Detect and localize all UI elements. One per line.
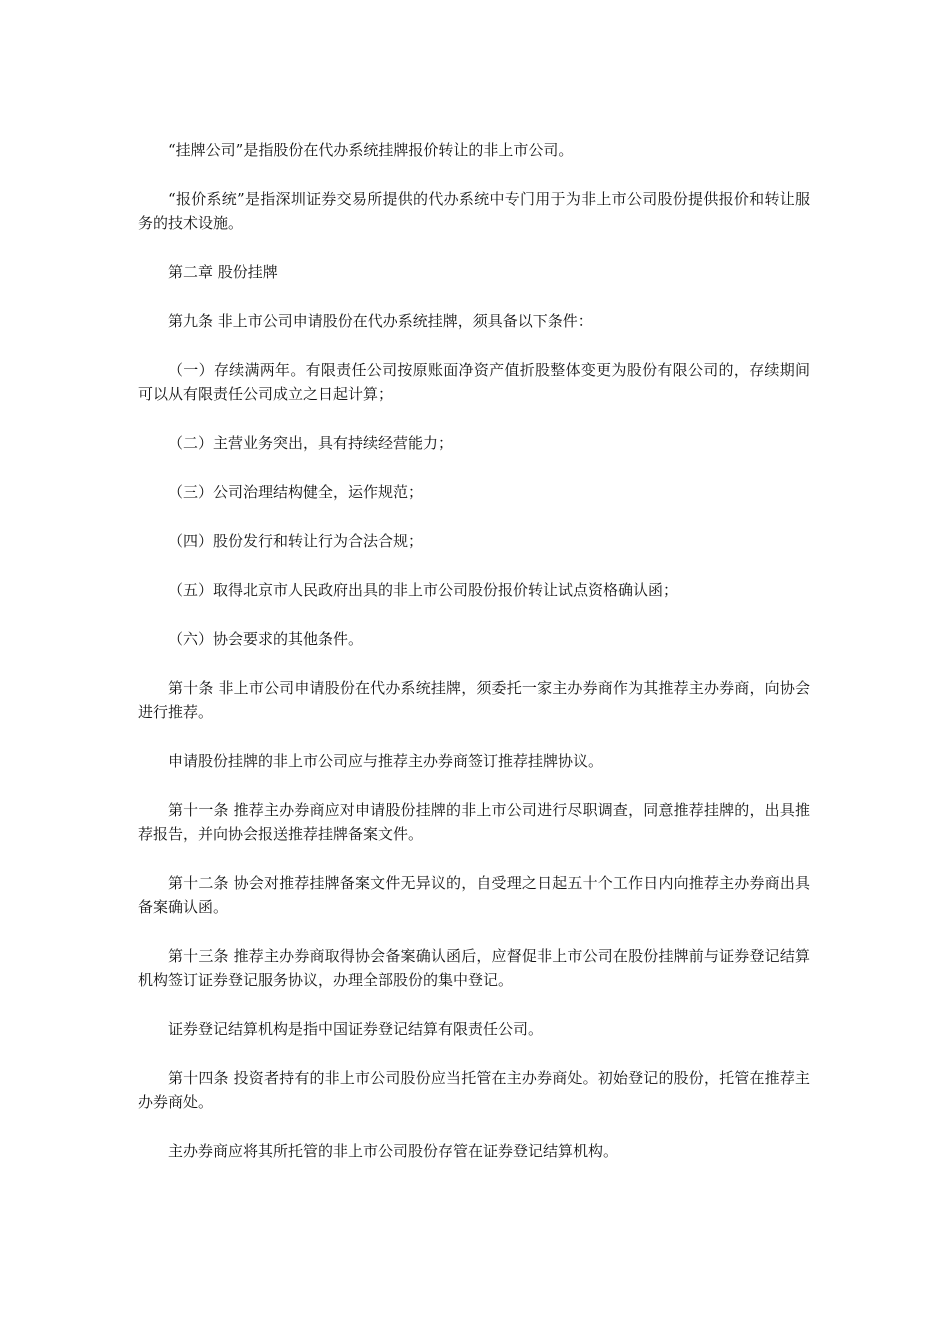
condition-3: （三）公司治理结构健全，运作规范；: [168, 483, 424, 501]
article-12: 第十二条 协会对推荐挂牌备案文件无异议的，自受理之日起五十个工作日内向推荐主办券商出具备案确认函。: [138, 874, 810, 916]
condition-6: （六）协会要求的其他条件。: [168, 630, 364, 648]
article-14: 第十四条 投资者持有的非上市公司股份应当托管在主办券商处。初始登记的股份，托管在推荐主办券商处。: [138, 1069, 810, 1111]
article-9: 第九条 非上市公司申请股份在代办系统挂牌，须具备以下条件：: [168, 312, 593, 330]
paragraph-quotation-system-definition: “报价系统”是指深圳证券交易所提供的代办系统中专门用于为非上市公司股份提供报价和转让服务的技术设施。: [138, 190, 810, 232]
paragraph-custody: 主办券商应将其所托管的非上市公司股份存管在证券登记结算机构。: [168, 1142, 619, 1160]
document-body: [138, 138, 810, 1188]
article-11: 第十一条 推荐主办券商应对申请股份挂牌的非上市公司进行尽职调查，同意推荐挂牌的，出具推荐报告，并向协会报送推荐挂牌备案文件。: [138, 801, 810, 843]
chapter-heading: 第二章 股份挂牌: [168, 263, 278, 281]
article-13: 第十三条 推荐主办券商取得协会备案确认函后，应督促非上市公司在股份挂牌前与证券登记结算机构签订证券登记服务协议，办理全部股份的集中登记。: [138, 947, 810, 989]
condition-1: （一）存续满两年。有限责任公司按原账面净资产值折股整体变更为股份有限公司的，存续期间可以从有限责任公司成立之日起计算；: [138, 361, 810, 403]
article-10: 第十条 非上市公司申请股份在代办系统挂牌，须委托一家主办券商作为其推荐主办券商，向协会进行推荐。: [138, 679, 810, 721]
paragraph-listing-agreement: 申请股份挂牌的非上市公司应与推荐主办券商签订推荐挂牌协议。: [168, 752, 604, 770]
condition-4: （四）股份发行和转让行为合法合规；: [168, 532, 424, 550]
condition-2: （二）主营业务突出，具有持续经营能力；: [168, 434, 454, 452]
condition-5: （五）取得北京市人民政府出具的非上市公司股份报价转让试点资格确认函；: [168, 581, 679, 599]
paragraph-listed-company-definition: “挂牌公司”是指股份在代办系统挂牌报价转让的非上市公司。: [168, 141, 574, 159]
paragraph-clearing-institution: 证券登记结算机构是指中国证券登记结算有限责任公司。: [168, 1020, 544, 1038]
